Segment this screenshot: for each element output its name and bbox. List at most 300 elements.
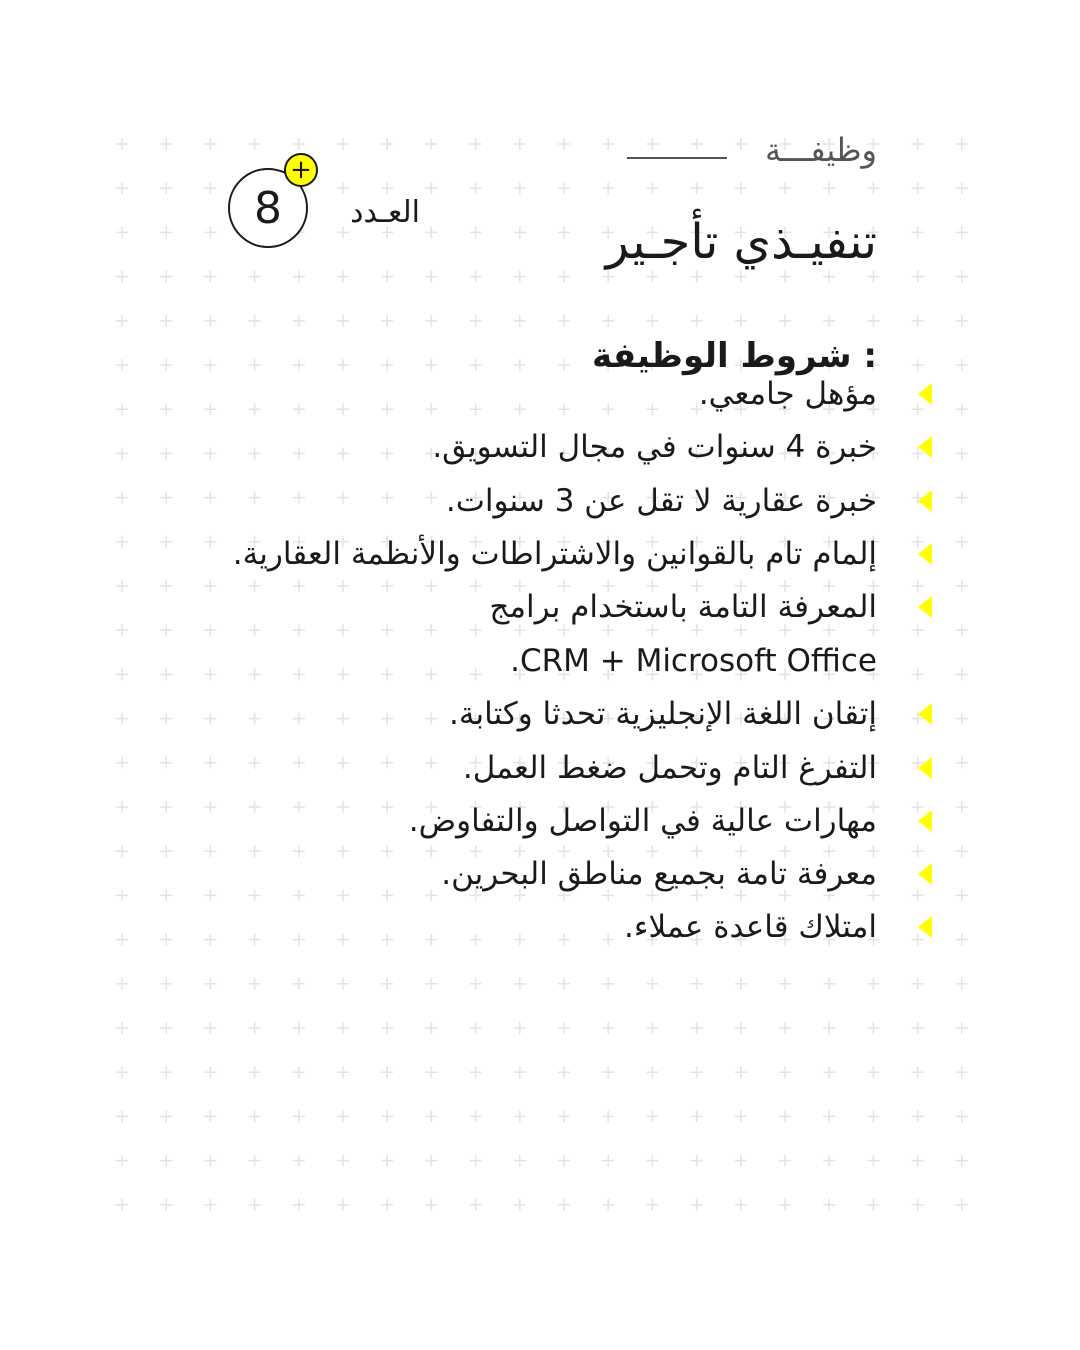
grid-plus-mark	[249, 801, 261, 813]
grid-plus-mark	[425, 713, 437, 725]
grid-plus-mark	[646, 403, 658, 415]
grid-plus-mark	[956, 226, 968, 238]
grid-plus-mark	[514, 315, 526, 327]
grid-plus-mark	[204, 1066, 216, 1078]
grid-plus-mark	[116, 1199, 128, 1211]
grid-plus-mark	[337, 1155, 349, 1167]
yellow-triangle-bullet-icon	[918, 490, 932, 512]
grid-plus-mark	[735, 1022, 747, 1034]
grid-plus-mark	[381, 492, 393, 504]
grid-plus-mark	[160, 713, 172, 725]
grid-plus-mark	[425, 1199, 437, 1211]
grid-plus-mark	[381, 1110, 393, 1122]
grid-plus-mark	[249, 359, 261, 371]
grid-plus-mark	[470, 359, 482, 371]
grid-plus-mark	[204, 978, 216, 990]
grid-plus-mark	[956, 492, 968, 504]
grid-plus-mark	[779, 1199, 791, 1211]
grid-plus-mark	[160, 536, 172, 548]
grid-plus-mark	[160, 1110, 172, 1122]
grid-plus-mark	[204, 1110, 216, 1122]
grid-plus-mark	[912, 889, 924, 901]
grid-plus-mark	[425, 1110, 437, 1122]
grid-plus-mark	[116, 1066, 128, 1078]
grid-plus-mark	[249, 403, 261, 415]
grid-plus-mark	[602, 1155, 614, 1167]
grid-plus-mark	[160, 359, 172, 371]
grid-plus-mark	[381, 315, 393, 327]
grid-plus-mark	[293, 801, 305, 813]
grid-plus-mark	[249, 271, 261, 283]
grid-plus-mark	[823, 1022, 835, 1034]
grid-plus-mark	[337, 801, 349, 813]
grid-plus-mark	[912, 1022, 924, 1034]
grid-plus-mark	[381, 713, 393, 725]
grid-plus-mark	[160, 447, 172, 459]
grid-plus-mark	[514, 271, 526, 283]
grid-plus-mark	[602, 934, 614, 946]
grid-plus-mark	[293, 1066, 305, 1078]
grid-plus-mark	[425, 978, 437, 990]
grid-plus-mark	[160, 1022, 172, 1034]
grid-plus-mark	[912, 668, 924, 680]
grid-plus-mark	[204, 845, 216, 857]
grid-plus-mark	[337, 889, 349, 901]
grid-plus-mark	[337, 668, 349, 680]
grid-plus-mark	[116, 668, 128, 680]
grid-plus-mark	[646, 1066, 658, 1078]
grid-plus-mark	[249, 1110, 261, 1122]
grid-plus-mark	[249, 315, 261, 327]
grid-plus-mark	[337, 447, 349, 459]
grid-plus-mark	[470, 403, 482, 415]
grid-plus-mark	[293, 978, 305, 990]
grid-plus-mark	[646, 138, 658, 150]
grid-plus-mark	[337, 757, 349, 769]
grid-plus-mark	[602, 1022, 614, 1034]
grid-plus-mark	[470, 315, 482, 327]
grid-plus-mark	[116, 138, 128, 150]
grid-plus-mark	[823, 1155, 835, 1167]
grid-plus-mark	[956, 801, 968, 813]
grid-plus-mark	[116, 580, 128, 592]
grid-plus-mark	[867, 978, 879, 990]
grid-plus-mark	[912, 624, 924, 636]
grid-plus-mark	[912, 359, 924, 371]
grid-plus-mark	[337, 1110, 349, 1122]
grid-plus-mark	[912, 1110, 924, 1122]
grid-plus-mark	[337, 978, 349, 990]
grid-plus-mark	[514, 182, 526, 194]
grid-plus-mark	[381, 801, 393, 813]
grid-plus-mark	[425, 403, 437, 415]
grid-plus-mark	[381, 271, 393, 283]
grid-plus-mark	[602, 403, 614, 415]
grid-plus-mark	[204, 271, 216, 283]
grid-plus-mark	[956, 536, 968, 548]
grid-plus-mark	[160, 315, 172, 327]
grid-plus-mark	[956, 713, 968, 725]
grid-plus-mark	[425, 271, 437, 283]
grid-plus-mark	[558, 138, 570, 150]
grid-plus-mark	[956, 1110, 968, 1122]
grid-plus-mark	[249, 757, 261, 769]
grid-plus-mark	[381, 845, 393, 857]
grid-plus-mark	[867, 315, 879, 327]
grid-plus-mark	[337, 1066, 349, 1078]
grid-plus-mark	[337, 492, 349, 504]
grid-plus-mark	[381, 403, 393, 415]
job-kicker-label: وظيفـــة	[764, 131, 877, 169]
grid-plus-mark	[204, 447, 216, 459]
yellow-triangle-bullet-icon	[918, 436, 932, 458]
grid-plus-mark	[514, 1155, 526, 1167]
grid-plus-mark	[337, 934, 349, 946]
yellow-triangle-bullet-icon	[918, 810, 932, 832]
grid-plus-mark	[956, 1155, 968, 1167]
grid-plus-mark	[956, 403, 968, 415]
grid-plus-mark	[646, 1022, 658, 1034]
grid-plus-mark	[691, 1110, 703, 1122]
grid-plus-mark	[293, 889, 305, 901]
grid-plus-mark	[249, 1155, 261, 1167]
grid-plus-mark	[735, 978, 747, 990]
grid-plus-mark	[558, 403, 570, 415]
grid-plus-mark	[691, 138, 703, 150]
grid-plus-mark	[912, 845, 924, 857]
grid-plus-mark	[470, 138, 482, 150]
grid-plus-mark	[558, 315, 570, 327]
grid-plus-mark	[381, 934, 393, 946]
grid-plus-mark	[514, 1199, 526, 1211]
grid-plus-mark	[912, 978, 924, 990]
grid-plus-mark	[470, 668, 482, 680]
grid-plus-mark	[160, 801, 172, 813]
grid-plus-mark	[160, 403, 172, 415]
requirement-item: مؤهل جامعي.	[698, 376, 877, 412]
grid-plus-mark	[116, 182, 128, 194]
grid-plus-mark	[470, 978, 482, 990]
grid-plus-mark	[956, 1066, 968, 1078]
grid-plus-mark	[956, 757, 968, 769]
grid-plus-mark	[249, 580, 261, 592]
grid-plus-mark	[646, 315, 658, 327]
grid-plus-mark	[160, 1199, 172, 1211]
grid-plus-mark	[470, 1066, 482, 1078]
grid-plus-mark	[293, 845, 305, 857]
grid-plus-mark	[514, 1110, 526, 1122]
grid-plus-mark	[602, 315, 614, 327]
grid-plus-mark	[558, 1155, 570, 1167]
grid-plus-mark	[337, 1199, 349, 1211]
grid-plus-mark	[646, 1199, 658, 1211]
grid-plus-mark	[249, 447, 261, 459]
grid-plus-mark	[160, 182, 172, 194]
grid-plus-mark	[249, 934, 261, 946]
grid-plus-mark	[381, 757, 393, 769]
grid-plus-mark	[293, 624, 305, 636]
grid-plus-mark	[425, 845, 437, 857]
grid-plus-mark	[779, 1066, 791, 1078]
grid-plus-mark	[337, 271, 349, 283]
grid-plus-mark	[425, 1066, 437, 1078]
grid-plus-mark	[425, 580, 437, 592]
grid-plus-mark	[558, 1199, 570, 1211]
grid-plus-mark	[249, 138, 261, 150]
grid-plus-mark	[204, 801, 216, 813]
grid-plus-mark	[425, 1155, 437, 1167]
grid-plus-mark	[425, 182, 437, 194]
yellow-triangle-bullet-icon	[918, 863, 932, 885]
grid-plus-mark	[425, 226, 437, 238]
grid-plus-mark	[646, 1155, 658, 1167]
grid-plus-mark	[867, 1110, 879, 1122]
grid-plus-mark	[293, 403, 305, 415]
grid-plus-mark	[425, 934, 437, 946]
grid-plus-mark	[337, 315, 349, 327]
grid-plus-mark	[558, 182, 570, 194]
grid-plus-mark	[867, 1155, 879, 1167]
grid-plus-mark	[956, 182, 968, 194]
grid-plus-mark	[116, 271, 128, 283]
grid-plus-mark	[425, 889, 437, 901]
grid-plus-mark	[823, 315, 835, 327]
grid-plus-mark	[160, 138, 172, 150]
grid-plus-mark	[514, 1022, 526, 1034]
grid-plus-mark	[514, 359, 526, 371]
grid-plus-mark	[116, 1110, 128, 1122]
grid-plus-mark	[470, 934, 482, 946]
grid-plus-mark	[425, 315, 437, 327]
grid-plus-mark	[867, 182, 879, 194]
grid-plus-mark	[425, 138, 437, 150]
grid-plus-mark	[646, 182, 658, 194]
grid-plus-mark	[160, 271, 172, 283]
grid-plus-mark	[249, 978, 261, 990]
grid-plus-mark	[956, 447, 968, 459]
grid-plus-mark	[293, 934, 305, 946]
grid-plus-mark	[735, 182, 747, 194]
grid-plus-mark	[204, 536, 216, 548]
grid-plus-mark	[293, 580, 305, 592]
grid-plus-mark	[249, 713, 261, 725]
grid-plus-mark	[425, 757, 437, 769]
grid-plus-mark	[912, 226, 924, 238]
grid-plus-mark	[779, 182, 791, 194]
grid-plus-mark	[249, 668, 261, 680]
grid-plus-mark	[337, 403, 349, 415]
grid-plus-mark	[337, 713, 349, 725]
grid-plus-mark	[160, 226, 172, 238]
grid-plus-mark	[823, 1199, 835, 1211]
grid-plus-mark	[912, 580, 924, 592]
grid-plus-mark	[735, 1155, 747, 1167]
grid-plus-mark	[381, 1199, 393, 1211]
grid-plus-mark	[381, 1066, 393, 1078]
grid-plus-mark	[381, 978, 393, 990]
grid-plus-mark	[293, 447, 305, 459]
requirement-item: إتقان اللغة الإنجليزية تحدثا وكتابة.	[449, 696, 877, 732]
grid-plus-mark	[204, 1022, 216, 1034]
grid-plus-mark	[204, 138, 216, 150]
grid-plus-mark	[381, 359, 393, 371]
grid-plus-mark	[470, 1155, 482, 1167]
grid-plus-mark	[160, 1155, 172, 1167]
grid-plus-mark	[646, 978, 658, 990]
grid-plus-mark	[735, 1066, 747, 1078]
yellow-triangle-bullet-icon	[918, 596, 932, 618]
grid-plus-mark	[204, 713, 216, 725]
requirement-item: خبرة 4 سنوات في مجال التسويق.	[432, 429, 877, 465]
grid-plus-mark	[204, 580, 216, 592]
grid-plus-mark	[956, 359, 968, 371]
grid-plus-mark	[204, 889, 216, 901]
grid-plus-mark	[204, 1155, 216, 1167]
grid-plus-mark	[160, 978, 172, 990]
grid-plus-mark	[514, 226, 526, 238]
grid-plus-mark	[293, 359, 305, 371]
grid-plus-mark	[204, 182, 216, 194]
grid-plus-mark	[912, 315, 924, 327]
grid-plus-mark	[160, 934, 172, 946]
grid-plus-mark	[204, 757, 216, 769]
grid-plus-mark	[470, 1110, 482, 1122]
grid-plus-mark	[116, 713, 128, 725]
grid-plus-mark	[956, 845, 968, 857]
grid-plus-mark	[735, 1110, 747, 1122]
grid-plus-mark	[779, 315, 791, 327]
grid-plus-mark	[779, 1022, 791, 1034]
grid-plus-mark	[514, 934, 526, 946]
grid-plus-mark	[337, 624, 349, 636]
grid-plus-mark	[293, 271, 305, 283]
grid-plus-mark	[249, 492, 261, 504]
grid-plus-mark	[293, 1022, 305, 1034]
grid-plus-mark	[956, 668, 968, 680]
grid-plus-mark	[602, 182, 614, 194]
yellow-triangle-bullet-icon	[918, 916, 932, 938]
requirement-item-continuation: .CRM + Microsoft Office	[510, 643, 877, 679]
grid-plus-mark	[204, 668, 216, 680]
grid-plus-mark	[381, 1022, 393, 1034]
grid-plus-mark	[823, 182, 835, 194]
grid-plus-mark	[779, 978, 791, 990]
requirement-item: مهارات عالية في التواصل والتفاوض.	[408, 803, 877, 839]
grid-plus-mark	[425, 1022, 437, 1034]
grid-plus-mark	[160, 1066, 172, 1078]
grid-plus-mark	[116, 624, 128, 636]
grid-plus-mark	[470, 624, 482, 636]
grid-plus-mark	[160, 492, 172, 504]
grid-plus-mark	[293, 138, 305, 150]
grid-plus-mark	[470, 182, 482, 194]
grid-plus-mark	[293, 668, 305, 680]
grid-plus-mark	[204, 226, 216, 238]
grid-plus-mark	[160, 624, 172, 636]
grid-plus-mark	[337, 226, 349, 238]
grid-plus-mark	[293, 1155, 305, 1167]
grid-plus-mark	[691, 1199, 703, 1211]
grid-plus-mark	[116, 492, 128, 504]
grid-plus-mark	[558, 1066, 570, 1078]
grid-plus-mark	[779, 1110, 791, 1122]
grid-plus-mark	[249, 624, 261, 636]
grid-plus-mark	[381, 668, 393, 680]
grid-plus-mark	[425, 359, 437, 371]
grid-plus-mark	[735, 1199, 747, 1211]
grid-plus-mark	[602, 1199, 614, 1211]
grid-plus-mark	[558, 934, 570, 946]
count-value: 8	[254, 182, 282, 234]
grid-plus-mark	[691, 1155, 703, 1167]
grid-plus-mark	[293, 757, 305, 769]
grid-plus-mark	[470, 226, 482, 238]
grid-plus-mark	[779, 1155, 791, 1167]
grid-plus-mark	[425, 668, 437, 680]
grid-plus-mark	[956, 624, 968, 636]
grid-plus-mark	[381, 889, 393, 901]
grid-plus-mark	[867, 1022, 879, 1034]
grid-plus-mark	[470, 1022, 482, 1034]
grid-plus-mark	[691, 1022, 703, 1034]
grid-plus-mark	[912, 138, 924, 150]
grid-plus-mark	[160, 845, 172, 857]
grid-plus-mark	[337, 182, 349, 194]
grid-plus-mark	[956, 1199, 968, 1211]
grid-plus-mark	[956, 978, 968, 990]
grid-plus-mark	[735, 138, 747, 150]
grid-plus-mark	[116, 978, 128, 990]
grid-plus-mark	[293, 315, 305, 327]
grid-plus-mark	[204, 315, 216, 327]
grid-plus-mark	[602, 1110, 614, 1122]
grid-plus-mark	[956, 1022, 968, 1034]
grid-plus-mark	[116, 801, 128, 813]
grid-plus-mark	[160, 889, 172, 901]
grid-plus-mark	[646, 1110, 658, 1122]
grid-plus-mark	[116, 889, 128, 901]
grid-plus-mark	[337, 1022, 349, 1034]
grid-plus-mark	[381, 624, 393, 636]
grid-plus-mark	[425, 492, 437, 504]
grid-plus-mark	[470, 580, 482, 592]
kicker-underline	[627, 157, 727, 159]
grid-plus-mark	[425, 624, 437, 636]
grid-plus-mark	[602, 138, 614, 150]
requirement-item: إلمام تام بالقوانين والاشتراطات والأنظمة العقارية.	[232, 536, 877, 572]
grid-plus-mark	[867, 1199, 879, 1211]
grid-plus-mark	[956, 889, 968, 901]
grid-plus-mark	[337, 580, 349, 592]
grid-plus-mark	[116, 934, 128, 946]
requirement-item: التفرغ التام وتحمل ضغط العمل.	[462, 750, 877, 786]
grid-plus-mark	[691, 315, 703, 327]
grid-plus-mark	[912, 182, 924, 194]
grid-plus-mark	[735, 315, 747, 327]
yellow-triangle-bullet-icon	[918, 383, 932, 405]
requirement-item: معرفة تامة بجميع مناطق البحرين.	[441, 856, 877, 892]
grid-plus-mark	[514, 403, 526, 415]
grid-plus-mark	[204, 403, 216, 415]
grid-plus-mark	[558, 271, 570, 283]
grid-plus-mark	[116, 226, 128, 238]
grid-plus-mark	[514, 1066, 526, 1078]
requirement-item: خبرة عقارية لا تقل عن 3 سنوات.	[445, 483, 877, 519]
grid-plus-mark	[293, 1199, 305, 1211]
grid-plus-mark	[381, 447, 393, 459]
grid-plus-mark	[691, 978, 703, 990]
grid-plus-mark	[337, 138, 349, 150]
